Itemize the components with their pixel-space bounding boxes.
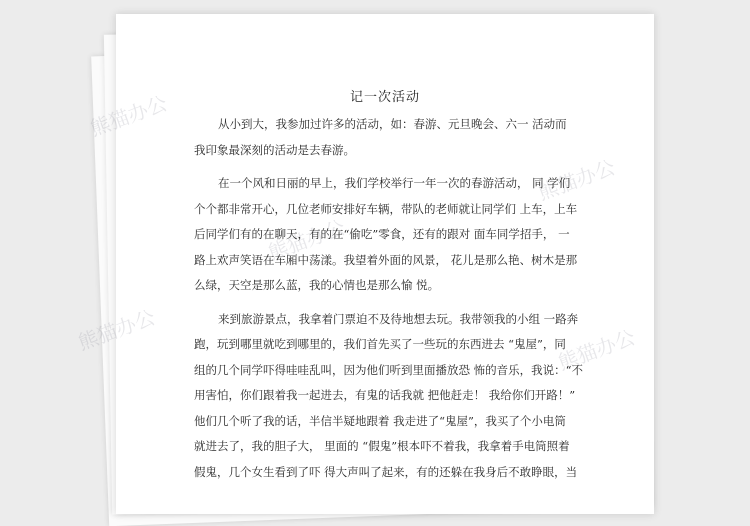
text-line: 个个都非常开心，几位老师安排好车辆，带队的老师就让同学们 上车，上车 <box>194 201 578 216</box>
text-line: 假鬼，几个女生看到了吓 得大声叫了起来，有的还躲在我身后不敢睁眼，当 <box>194 464 578 479</box>
text-line: 在一个风和日丽的早上，我们学校举行一年一次的春游活动， 同 学们 <box>218 176 571 190</box>
text-line: 我印象最深刻的活动是去春游。 <box>194 142 355 157</box>
text-line: 么绿，天空是那么蓝，我的心情也是那么愉 悦。 <box>194 278 440 292</box>
text-line: 路上欢声笑语在车厢中荡漾。我望着外面的风景， 花儿是那么艳、树木是那 <box>194 252 578 267</box>
paragraph <box>194 171 586 299</box>
text-line: 来到旅游景点，我拿着门票迫不及待地想去玩。我带领我的小组 一路奔 <box>218 311 579 326</box>
watermark: 熊猫办公 <box>554 324 639 375</box>
text-line: 用害怕，你们跟着我一起进去，有鬼的话我就 把他赶走！ 我给你们开路！” <box>194 388 576 402</box>
paragraph <box>194 307 586 486</box>
watermark: 熊猫办公 <box>74 304 159 355</box>
document-body <box>194 112 586 493</box>
text-line: 组的几个同学吓得哇哇乱叫，因为他们听到里面播放恐 怖的音乐，我说：“不 <box>194 362 584 377</box>
paragraph <box>194 112 586 163</box>
text-line: 他们几个听了我的话，半信半疑地跟着 我走进了“鬼屋”，我买了个小电筒 <box>194 413 566 428</box>
watermark: 熊猫办公 <box>86 90 171 141</box>
watermark: 熊猫办公 <box>534 154 619 205</box>
document-page <box>74 14 654 514</box>
document-title: 记一次活动 <box>349 90 420 105</box>
text-line: 后同学们有的在聊天，有的在“偷吃”零食，还有的跟对 面车同学招手， 一 <box>194 227 570 241</box>
text-line: 从小到大，我参加过许多的活动，如：春游、元旦晚会、六一 活动而 <box>218 117 567 131</box>
text-line: 就进去了，我的胆子大， 里面的 “假鬼”根本吓不着我，我拿着手电筒照着 <box>194 439 570 453</box>
text-line: 跑，玩到哪里就吃到哪里的，我们首先买了一些玩的东西进去 “鬼屋”，同 <box>194 337 566 351</box>
watermark: 熊猫办公 <box>264 214 349 265</box>
